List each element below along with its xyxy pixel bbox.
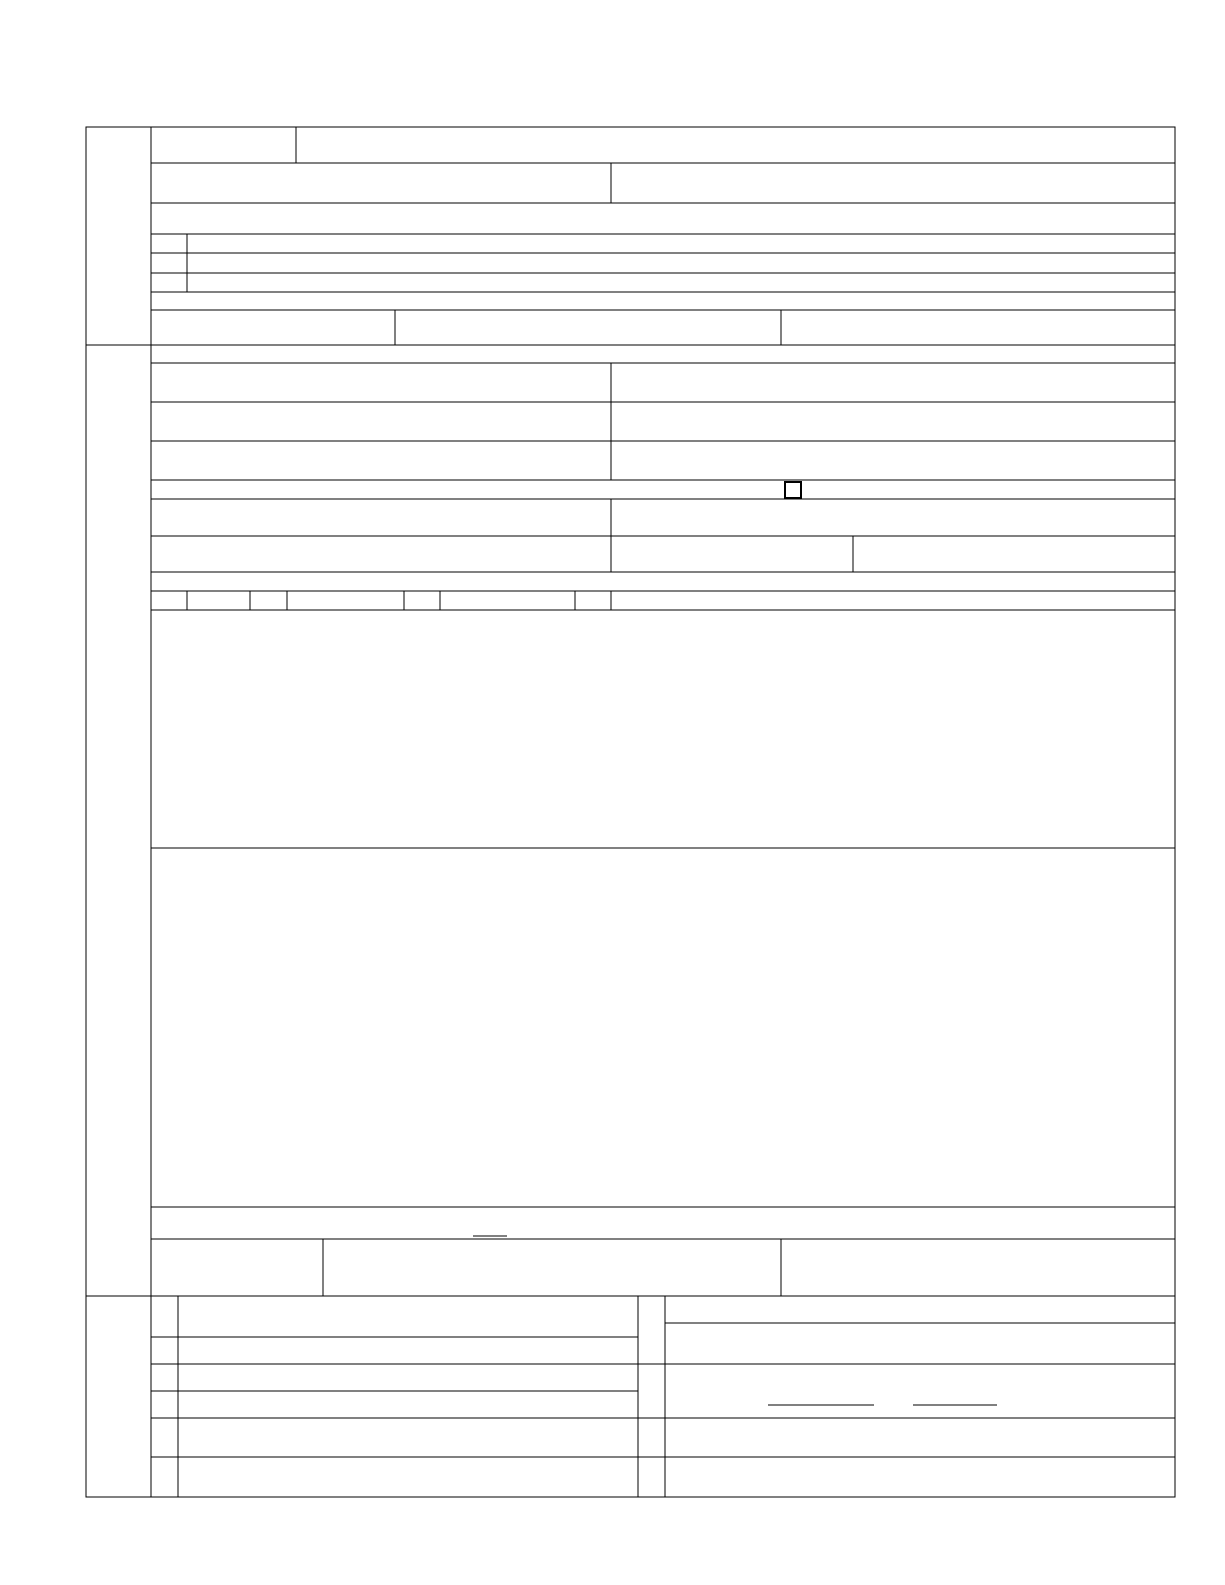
field-s3-right-5[interactable] <box>666 1458 1174 1496</box>
field-s2-row-1-left[interactable] <box>152 364 610 401</box>
field-line-item-3[interactable] <box>188 274 1174 291</box>
field-header-long[interactable] <box>297 128 1174 162</box>
field-s3-right-1[interactable] <box>666 1297 1174 1322</box>
field-code-cell-4[interactable] <box>612 592 1174 609</box>
field-s2-row-5-mid[interactable] <box>612 537 852 571</box>
field-header-short[interactable] <box>152 128 295 162</box>
field-row-1-right[interactable] <box>612 164 1174 202</box>
field-s2-row-5-left[interactable] <box>152 537 610 571</box>
field-code-cell-2[interactable] <box>288 592 403 609</box>
field-row-3-b[interactable] <box>396 311 780 344</box>
field-row-1-left[interactable] <box>152 164 610 202</box>
field-signature-b[interactable] <box>324 1240 780 1295</box>
field-row-2[interactable] <box>152 204 1174 233</box>
field-s3-right-2[interactable] <box>666 1324 1174 1363</box>
field-code-cell-3[interactable] <box>441 592 574 609</box>
field-s3-left-1[interactable] <box>179 1297 637 1336</box>
field-row-3-a[interactable] <box>152 311 394 344</box>
field-large-text-area-2[interactable] <box>152 849 1174 1206</box>
field-line-item-2[interactable] <box>188 254 1174 272</box>
field-s3-left-4[interactable] <box>179 1392 637 1417</box>
field-row-3-c[interactable] <box>782 311 1174 344</box>
field-s2-row-5-right[interactable] <box>854 537 1174 571</box>
field-s2-row-3-right[interactable] <box>612 442 1174 479</box>
field-s3-right-amount-b[interactable] <box>913 1384 997 1404</box>
field-s2-row-4-right[interactable] <box>612 500 1174 535</box>
field-s2-row-6[interactable] <box>152 1208 1174 1238</box>
field-large-text-area-1[interactable] <box>152 611 1174 847</box>
field-s2-row-1-right[interactable] <box>612 364 1174 401</box>
field-s2-row-3-left[interactable] <box>152 442 610 479</box>
field-signature-a[interactable] <box>152 1240 322 1295</box>
field-s3-right-4[interactable] <box>666 1419 1174 1456</box>
field-s3-left-2[interactable] <box>179 1338 637 1363</box>
checkbox-field[interactable] <box>783 480 803 500</box>
field-s3-right-amount-a[interactable] <box>768 1384 874 1404</box>
field-signature-c[interactable] <box>782 1240 1174 1295</box>
field-line-item-1[interactable] <box>188 235 1174 252</box>
field-s2-row-2-right[interactable] <box>612 403 1174 440</box>
field-s3-left-3[interactable] <box>179 1365 637 1390</box>
field-s3-left-6[interactable] <box>179 1458 637 1496</box>
field-s3-left-5[interactable] <box>179 1419 637 1456</box>
field-s2-row-4-left[interactable] <box>152 500 610 535</box>
field-s2-row-2-left[interactable] <box>152 403 610 440</box>
field-code-cell-1[interactable] <box>188 592 249 609</box>
